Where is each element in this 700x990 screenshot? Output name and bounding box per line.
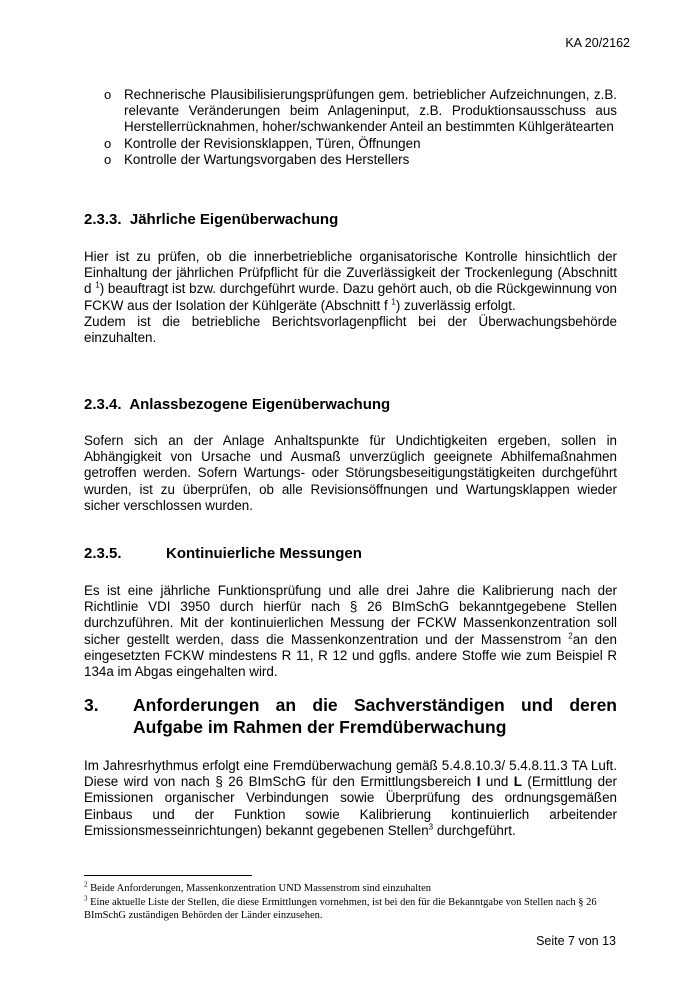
paragraph <box>84 583 617 680</box>
paragraph-text: Hier ist zu prüfen, ob die innerbetriebliche organisatorische Kontrolle hinsichtlich der Einhaltung der jährlichen Prüfpflicht für die Zuverlässigkeit der Trockenlegung (Abschnitt d <box>84 249 617 297</box>
bullet-list <box>84 87 617 168</box>
bullet-text: Kontrolle der Wartungsvorgaben des Herstellers <box>124 151 410 167</box>
paragraph-text: Es ist eine jährliche Funktionsprüfung und alle drei Jahre die Kalibrierung nach der Richtlinie VDI 3950 durch hierfür nach § 26 BImSchG bekanntgegebene Stellen durchzuführen. Mit der kontinuierlichen Messung der FCKW Massenkonzentration soll sicher gestellt werden, dass die Massenkonzentration und der Massenstrom <box>84 583 617 647</box>
paragraph: Sofern sich an der Anlage Anhaltspunkte für Undichtigkeiten ergeben, sollen in Abhängigkeit von Ursache und Ausmaß unverzüglich geeignete Abhilfemaßnahmen getroffen werden. Sofern Wartungs- oder Störungsbeseitigungstätigkeiten durchgeführt wurden, ist zu überprüfen, ob alle Revisionsöffnungen und Wartungsklappen wieder sicher verschlossen wurden. <box>84 433 617 513</box>
footnote-ref: 3 <box>428 822 434 832</box>
footnote-divider <box>84 875 252 876</box>
footnote <box>84 882 617 896</box>
section-title: Jährliche Eigenüberwachung <box>129 211 339 228</box>
paragraph-text: an den eingesetzten FCKW mindestens R 11, R 12 und ggfls. andere Stoffe wie zum Beispiel R 134a im Abgas eingehalten wird. <box>84 631 617 680</box>
bullet-text: Kontrolle der Revisionsklappen, Türen, Öffnungen <box>124 135 421 151</box>
section-number: 2.3.4. <box>84 396 122 413</box>
bullet-text: Rechnerische Plausibilisierungsprüfungen gem. betrieblicher Aufzeichnungen, z.B. relevante Veränderungen beim Anlageninput, z.B. Produktionsausschuss aus Herstellerrücknahmen, hoher/schwankender Anteil an bestimmten Kühlgerätearten <box>124 87 617 135</box>
list-item <box>84 152 617 168</box>
footnote-mark: 2 <box>84 880 88 889</box>
bullet-marker: o <box>104 135 112 151</box>
paragraph-text: ) beauftragt ist bzw. durchgeführt wurde. Dazu gehört auch, ob die Rückgewinnung von FCKW aus der Isolation der Kühlgeräte (Abschnitt f <box>84 281 618 313</box>
section-number: 2.3.3. <box>84 211 122 228</box>
section-title: Kontinuierliche Messungen <box>166 545 362 562</box>
footnote-ref: 1 <box>391 297 396 307</box>
footnote <box>84 896 617 923</box>
section-heading-2-3-5 <box>84 545 617 562</box>
section-number: 2.3.5. <box>84 545 122 562</box>
paragraph <box>84 249 617 346</box>
footnote-text: Eine aktuelle Liste der Stellen, die diese Ermittlungen vornehmen, ist bei den für die Bekanntgabe von Stellen nach § 26 BImSchG zuständigen Behörden der Länder einzusehen. <box>84 896 597 921</box>
paragraph-text: (Ermittlung der Emissionen organischer Verbindungen sowie Überprüfung des ordnungsgemäßen Einbaus und der Funktion sowie Kalibrierung kontinuierlich arbeitender Emissionsmesseinrichtungen) bekannt gegebenen Stellen <box>84 774 618 838</box>
list-item <box>84 87 617 136</box>
footnote-ref: 2 <box>568 631 573 641</box>
paragraph-text: Zudem ist die betriebliche Berichtsvorlagenpflicht bei der Überwachungsbehörde einzuhalten. <box>84 313 617 346</box>
chapter-number: 3. <box>84 695 99 715</box>
page-number: Seite 7 von 13 <box>536 934 616 948</box>
bullet-marker: o <box>104 151 112 167</box>
bullet-marker: o <box>104 87 112 102</box>
paragraph-text: ) zuverlässig erfolgt. <box>395 297 516 313</box>
bold-term: I <box>476 774 481 790</box>
paragraph-text: durchgeführt. <box>433 822 516 838</box>
footnote-text: Beide Anforderungen, Massenkonzentration UND Massenstrom sind einzuhalten <box>87 883 432 894</box>
list-item <box>84 136 617 152</box>
section-title: Anlassbezogene Eigenüberwachung <box>129 396 391 413</box>
footnotes <box>84 882 617 923</box>
chapter-heading-3 <box>84 694 617 738</box>
chapter-title: Anforderungen an die Sachverständigen und deren Aufgabe im Rahmen der Fremdüberwachung <box>133 695 617 737</box>
section-heading-2-3-4 <box>84 396 390 413</box>
section-heading-2-3-3 <box>84 211 338 228</box>
footnote-mark: 3 <box>84 894 88 902</box>
footnote-ref: 1 <box>95 280 100 290</box>
paragraph-text: Im Jahresrhythmus erfolgt eine Fremdüberwachung gemäß 5.4.8.10.3/ 5.4.8.11.3 TA Luft. Diese wird von nach § 26 BImSchG für den Ermittlungsbereich <box>84 758 617 790</box>
paragraph-text: und <box>480 774 514 790</box>
paragraph <box>84 758 617 839</box>
bold-term: L <box>513 774 522 790</box>
document-id: KA 20/2162 <box>565 36 630 50</box>
